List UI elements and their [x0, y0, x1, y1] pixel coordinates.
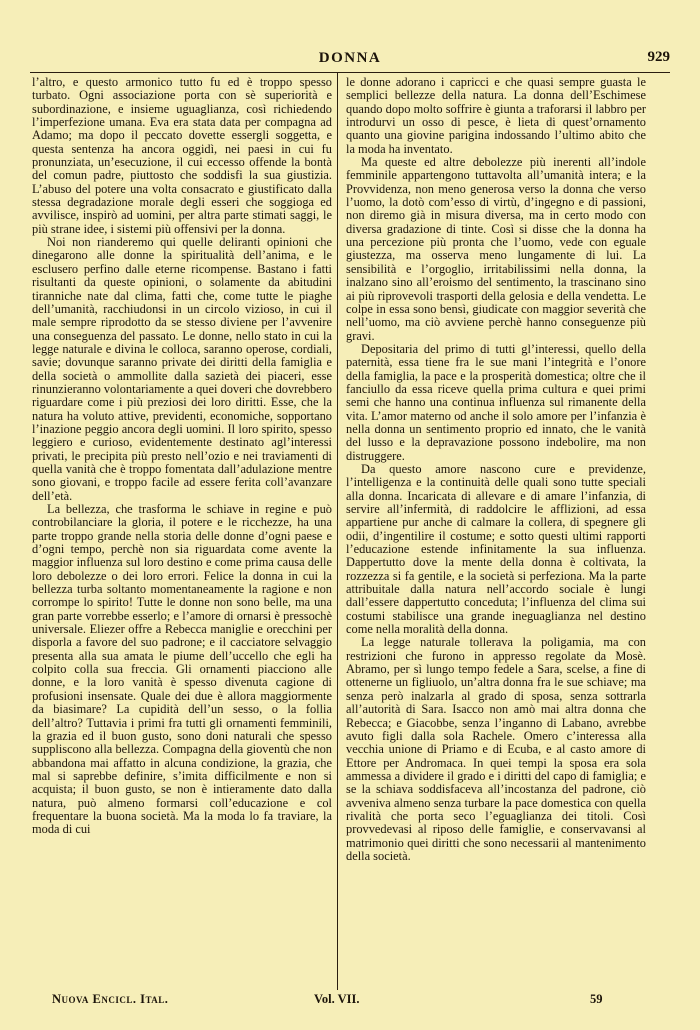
paragraph: La bellezza, che trasforma le schiave in regine e può controbilanciare la gloria, il potere e le ricchezze, ha una parte troppo grande nella storia delle donne d’ogni paese e d’ogni tempo, perchè non sia riguardata come avente la maggior influenza sul loro destino e come prima causa delle loro debolezze o dei loro errori. Felice la donna in cui la bellezza turba soltanto momentaneamente la ragione e non corrompe lo spirito! Tutte le donne non sono belle, ma una gran parte vorrebbe esserlo; e l’amore di ornarsi è pressochè universale. Eliezer offre a Rebecca maniglie e orecchini per disporla a favore del suo padrone; e il cacciatore selvaggio presenta alla sua amata le piume dell’uccello che egli ha colpito colla sua freccia. Gli ornamenti piacciono alle donne, e la loro vanità è spesso divenuta cagione di profusioni insensate. Quale dei due è allora maggiormente da biasimare? La cupidità dell’un sesso, o la follia dell’altro? Tuttavia i primi fra tutti gli ornamenti femminili, la grazia ed il buon gusto, sono doni naturali che spesso suppliscono alla bellezza. Compagna della gioventù che non abbandona mai affatto in alcuna condizione, la grazia, che mal si saprebbe definire, s’imita difficilmente e non si acquista; il buon gusto, se non è intieramente dato dalla natura, può almeno formarsi coll’educazione e col frequentare la buona società. Ma la moda lo fa traviare, la moda di cui [32, 502, 332, 837]
paragraph: Depositaria del primo di tutti gl’interessi, quello della paternità, essa tiene fra le sue mani l’integrità e l’onore della famiglia, la pace e la prosperità domestica; oltre che il fanciullo da essa riceve quella prima cultura e quei primi semi che hanno una continua influenza sul rimanente della vita. L’amor materno od anche il solo amore per l’infanzia è nella donna un sentimento proprio ed innato, che le vanità del lusso e la depravazione possono indebolire, ma non distruggere. [346, 341, 646, 463]
left-column [32, 76, 332, 986]
paragraph: l’altro, e questo armonico tutto fu ed è troppo spesso turbato. Ogni associazione porta con sè superiorità e subordinazione, e insieme uguaglianza, così richiedendo l’imperfezione umana. Eva era stata data per compagna ad Adamo; ma dopo il peccato dovette essergli soggetta, e questa sentenza ha ancora oggidì, nei paesi in cui fu pronunziata, un’esecuzione, il cui eccesso offende la bontà del comun padre, piuttosto che soddisfi la sua giustizia. L’abuso del potere una volta consacrato e giustificato dalla stessa degradazione morale degli esseri che soggioga ed avvilisce, inspirò ad uomini, per altra parte stimati saggi, le più strane idee, i sistemi più offensivi per la donna. [32, 76, 332, 236]
page-title: DONNA [318, 50, 382, 66]
page-number: 929 [647, 49, 670, 65]
right-column [346, 76, 646, 986]
footer-volume: Vol. VII. [314, 992, 360, 1006]
paragraph: Noi non rianderemo qui quelle deliranti opinioni che dinegarono alle donne la spiritualità dell’anima, e le esclusero perfino dalle eterne ricompense. Bastano i fatti risultanti da queste opinioni, o solamente da abitudini tiranniche nate dal clima, fatti che, come tutte le piaghe dell’umanità, racchiudonsi in un circolo vizioso, in cui il male sempre riprodotto da se stesso diviene per l’avvenire una conseguenza del passato. Le donne, nello stato in cui la legge naturale e divina le colloca, saranno operose, cordiali, savie; dovunque saranno private dei diritti della famiglia e della società o ammollite dalla sazietà dei piaceri, esse rinunzieranno volontariamente a quei doveri che dovrebbero riguardare come i più preziosi dei loro diritti. Esse, che la natura ha voluto attive, previdenti, economiche, sopportano l’inazione peggio ancora degli uomini. Il loro spirito, spesso leggiero e curioso, evidentemente destinato agl’interessi privati, le precipita più presto nell’ozio e nei traviamenti di quella vanità che è troppo fomentata dall’adulazione mentre sono giovani, e troppo facile ad essere ferita coll’avanzare dell’età. [32, 235, 332, 503]
footer-source: Nuova Encicl. Ital. [52, 992, 169, 1006]
paragraph: le donne adorano i capricci e che quasi sempre guasta le semplici bellezze della natura. La donna dell’Eschimese quando dopo molto soffrire è giunta a traforarsi il labbro per introdurvi un osso di pesce, è lieta di quest’ornamento quanto una giovine parigina indossando l’ultimo abito che la moda ha inventato. [346, 76, 646, 156]
header-rule [30, 72, 670, 73]
paragraph: Da questo amore nascono cure e previdenze, l’intelligenza e la continuità delle quali sono tutte speciali alla donna. Incaricata di allevare e di amare l’infanzia, di servire all’infermità, di raddolcire le afflizioni, ad essa appartiene pur anche di calmare la collera, di spegnere gli odii, d’ingentilire il costume; e sotto questi ultimi rapporti l’educazione estende infinitamente la sua influenza. Dappertutto dove la mente della donna è coltivata, la rozzezza si fa gentile, e la società si perfeziona. Ma la parte attribuitale dalla natura nell’accordo sociale è lungi dall’essere dappertutto conceduta; l’influenza del clima sui costumi stabilisce una grande ineguaglianza nel destino come nella moralità della donna. [346, 461, 646, 637]
paragraph: La legge naturale tollerava la poligamia, ma con restrizioni che furono in appresso regolate da Mosè. Abramo, per sì lungo tempo fedele a Sara, scelse, a fine di ottenerne un figliuolo, un’altra donna fra le sue schiave; ma senza però inalzarla al grado di sposa, senza sottrarla all’autorità di Sara. Isacco non amò mai altra donna che Rebecca; e Giacobbe, senza l’inganno di Labano, avrebbe avuto figli dalla sola Rachele. Omero c’interessa alla vecchia unione di Priamo e di Ecuba, e al casto amore di Ettore per Andromaca. In quei tempi la sposa era sola ammessa a dividere il grado e i diritti del capo di famiglia; e se la schiava soddisfaceva all’incostanza del padrone, ciò avveniva almeno senza turbare la pace domestica con quella rivalità che porta seco l’eguaglianza dei titoli. Così provvedevasi al riposo delle famiglie, e conservavansi al matrimonio quei diritti che sono necessarii al mantenimento della società. [346, 635, 646, 863]
column-divider [337, 72, 338, 990]
footer-signature: 59 [590, 992, 603, 1006]
paragraph: Ma queste ed altre debolezze più inerenti all’indole femminile appartengono tuttavolta all’umanità intera; e la Provvidenza, non meno generosa verso la donna che verso l’uomo, la dotò com’esso di virtù, d’ingegno e di passioni, non diremo già in misura diversa, ma in certo modo con diversa gradazione di tinte. Così si disse che la donna ha una percezione più pronta che l’uomo, vede con eguale giustezza, ma osserva meno lungamente di lui. La sensibilità e l’orgoglio, irritabilissimi nella donna, la inalzano sino all’eroismo del sentimento, la trascinano sino ai più riprovevoli trasporti della gelosia e della vendetta. Le colpe in essa sono bensì, giudicate con maggior severità che nell’uomo, ma ciò avviene perchè hanno conseguenze più gravi. [346, 155, 646, 343]
page-header [30, 46, 670, 68]
page-footer [30, 992, 670, 1012]
